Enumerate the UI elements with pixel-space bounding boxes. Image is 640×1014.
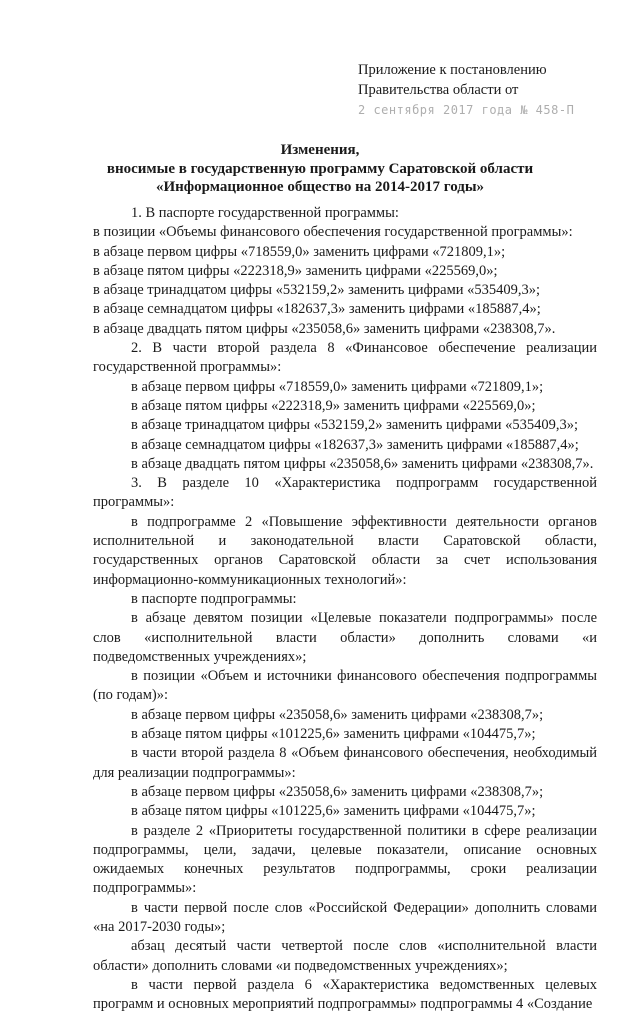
paragraph-17: в абзаце девятом позиции «Целевые показатели подпрограммы» после слов «исполнительной власти области» дополнить словами «и подведомственных учреждениях»; (93, 610, 597, 665)
paragraph-27: в части первой раздела 6 «Характеристика ведомственных целевых программ и основных мероприятий подпрограммы» подпрограммы 4 «Создание (93, 976, 597, 1013)
paragraph-19: в абзаце первом цифры «235058,6» заменить цифрами «238308,7»; (131, 706, 544, 723)
paragraph-10: в абзаце пятом цифры «222318,9» заменить цифрами «225569,0»; (131, 397, 536, 414)
document-title (100, 141, 540, 197)
paragraph-22: в абзаце первом цифры «235058,6» заменить цифрами «238308,7»; (131, 783, 544, 800)
paragraph-8: 2. В части второй раздела 8 «Финансовое обеспечение реализации государственной программы»: (93, 340, 597, 376)
title-line-1: Изменения, (280, 142, 360, 158)
paragraph-24: в разделе 2 «Приоритеты государственной политики в сфере реализации подпрограммы, цели, задачи, целевые показатели, описание основных ожидаемых конечных результатов подпрограммы, сроки реализации подпрограммы»: (93, 822, 597, 897)
paragraph-2: в позиции «Объемы финансового обеспечения государственной программы»: (93, 224, 573, 241)
paragraph-4: в абзаце пятом цифры «222318,9» заменить цифрами «225569,0»; (93, 262, 498, 279)
appendix-line-2: Правительства области от (358, 82, 519, 98)
paragraph-3: в абзаце первом цифры «718559,0» заменить цифрами «721809,1»; (93, 243, 506, 260)
paragraph-11: в абзаце тринадцатом цифры «532159,2» заменить цифрами «535409,3»; (131, 417, 579, 434)
paragraph-26: абзац десятый части четвертой после слов «исполнительной власти области» дополнить словами «и подведомственных учреждениях»; (93, 938, 597, 974)
paragraph-23: в абзаце пятом цифры «101225,6» заменить цифрами «104475,7»; (131, 803, 536, 820)
paragraph-5: в абзаце тринадцатом цифры «532159,2» заменить цифрами «535409,3»; (93, 282, 541, 299)
paragraph-21: в части второй раздела 8 «Объем финансового обеспечения, необходимый для реализации подпрограммы»: (93, 745, 597, 781)
paragraph-25: в части первой после слов «Российской Федерации» дополнить словами «на 2017-2030 годы»; (93, 899, 597, 935)
paragraph-20: в абзаце пятом цифры «101225,6» заменить цифрами «104475,7»; (131, 726, 536, 743)
paragraph-1: 1. В паспорте государственной программы: (131, 205, 399, 221)
title-line-3: «Информационное общество на 2014-2017 годы» (155, 179, 485, 195)
paragraph-16: в паспорте подпрограммы: (131, 590, 297, 607)
paragraph-9: в абзаце первом цифры «718559,0» заменить цифрами «721809,1»; (131, 378, 544, 395)
paragraph-15: в подпрограмме 2 «Повышение эффективности деятельности органов исполнительной и законодательной власти Саратовской области, государственных органов Саратовской области за счет использования информационно-коммуникационных технологий»: (93, 513, 597, 588)
title-line-2: вносимые в государственную программу Саратовской области (106, 160, 534, 177)
document-body (93, 204, 597, 1014)
paragraph-12: в абзаце семнадцатом цифры «182637,3» заменить цифрами «185887,4»; (131, 436, 579, 453)
paragraph-18: в позиции «Объем и источники финансового обеспечения подпрограммы (по годам)»: (93, 668, 597, 704)
paragraph-7: в абзаце двадцать пятом цифры «235058,6» заменить цифрами «238308,7». (93, 320, 556, 337)
appendix-line-1: Приложение к постановлению (358, 62, 547, 78)
appendix-date-line: 2 сентября 2017 года № 458-П (358, 103, 575, 117)
paragraph-6: в абзаце семнадцатом цифры «182637,3» заменить цифрами «185887,4»; (93, 301, 541, 318)
paragraph-13: в абзаце двадцать пятом цифры «235058,6» заменить цифрами «238308,7». (131, 455, 594, 472)
appendix-header (358, 60, 628, 120)
paragraph-14: 3. В разделе 10 «Характеристика подпрограмм государственной программы»: (93, 475, 597, 511)
